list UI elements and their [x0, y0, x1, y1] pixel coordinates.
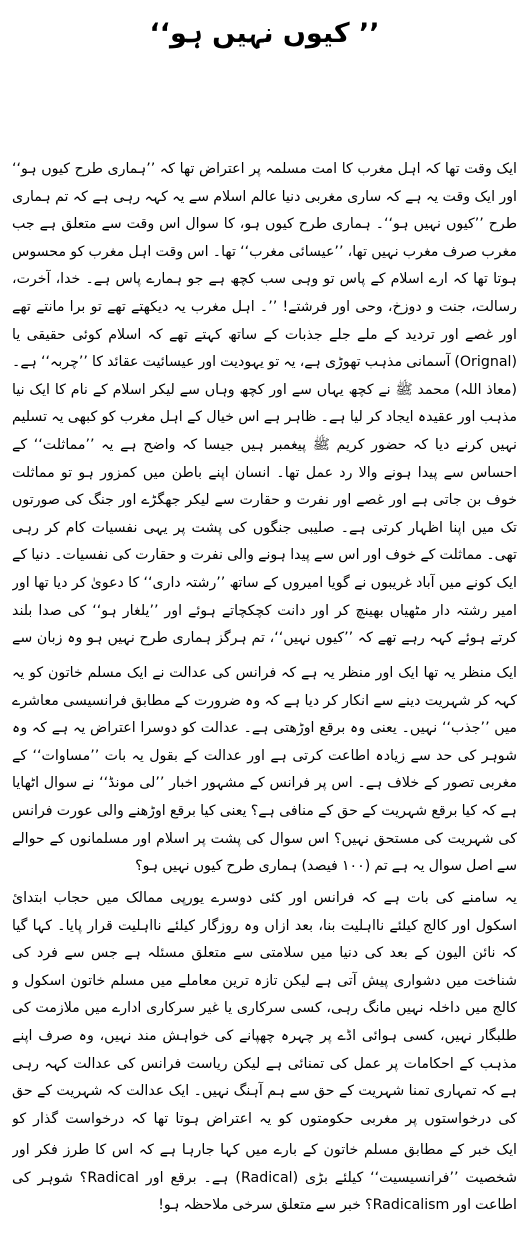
article-body: [12, 156, 517, 1245]
article-paragraph: ایک خبر کے مطابق مسلم خاتون کے بارے میں کہا جارہا ہے کہ اس کا طرز فکر اور شخصیت ’’فرانسیسیت‘‘ کیلئے بڑی (Radical) ہے۔ برقع اور Radical؟ شوہر کی اطاعت اور Radicalism؟ خبر سے متعلق سرخی ملاحظہ ہو!: [12, 1142, 517, 1214]
article-paragraph: ایک وقت تھا کہ اہل مغرب کا امت مسلمہ پر اعتراض تھا کہ ’’ہماری طرح کیوں ہو‘‘ اور ایک وقت یہ ہے کہ ساری مغربی دنیا عالم اسلام سے یہ کہہ رہی ہے کہ تم ہماری طرح ’’کیوں نہیں ہو‘‘۔ ہماری طرح کیوں ہو، کا سوال اس وقت سے متعلق ہے جب مغرب صرف مغرب نہیں تھا، ’’عیسائی مغرب‘‘ تھا۔ اس وقت اہل مغرب کو محسوس ہوتا تھا کہ ارے اسلام کے پاس تو وہی سب کچھ ہے جو ہمارے پاس ہے۔ خدا، آخرت، رسالت، جنت و دوزخ، وحی اور فرشتے! ’’۔ اہل مغرب یہ دیکھتے تھے تو برا مانتے تھے اور غصے اور تردید کے ملے جلے جذبات کے ساتھ کہتے تھے کہ اسلام کوئی حقیقی یا (Orignal) آسمانی مذہب تھوڑی ہے، یہ تو یہودیت اور عیسائیت عقائد کا ’’چربہ‘‘ ہے۔ (معاذ اللہ) محمد ﷺ نے کچھ یہاں سے اور کچھ وہاں سے لیکر اسلام کے نام کا ایک نیا مذہب اور عقیدہ ایجاد کر لیا ہے۔ ظاہر ہے اس خیال کے اہل مغرب کو کبھی یہ تسلیم نہیں کرنے دیا کہ حضور کریم ﷺ پیغمبر ہیں جیسا کہ واضح ہے یہ ’’مماثلت‘‘ کے احساس سے پیدا ہونے والا رد عمل تھا۔ انسان اپنے باطن میں کمزور ہو تو مماثلت خوف بن جاتی ہے اور غصے اور نفرت و حقارت سے لیکر جھگڑے اور جنگ کی صورتوں تک میں اپنا اظہار کرتی ہے۔ صلیبی جنگوں کی پشت پر یہی نفسیات کام کر رہی تھی۔ مماثلت کے خوف اور اس سے پیدا ہونے والی نفرت و حقارت کی نفسیات۔ دنیا کے ایک کونے میں آباد غریبوں نے گویا امیروں کے ساتھ ’’رشتہ داری‘‘ کا دعویٰ کر دیا تھا اور امیر رشتہ دار مٹھیاں بھینچ کر اور دانت کچکچاتے ہوئے اور ’’یلغار ہو‘‘ کی صدا بلند کرتے ہوئے کہہ رہے تھے کہ ’’کیوں نہیں‘‘، تم ہرگز ہماری طرح نہیں ہو وہ زبان سے: [12, 161, 517, 647]
article-paragraph: ایک منظر یہ تھا ایک اور منظر یہ ہے کہ فرانس کی عدالت نے ایک مسلم خاتون کو یہ کہہ کر شہریت دینے سے انکار کر دیا ہے کہ وہ ضرورت کے مطابق فرانسیسی معاشرے میں ’’جذب‘‘ نہیں۔ یعنی وہ برقع اوڑھتی ہے۔ عدالت کو دوسرا اعتراض یہ ہے کہ وہ شوہر کی حد سے زیادہ اطاعت کرتی ہے اور عدالت کے بقول یہ بات ’’مساوات‘‘ کے مغربی تصور کے خلاف ہے۔ اس پر فرانس کے مشہور اخبار ’’لی مونڈ‘‘ نے سوال اٹھایا ہے کہ کیا برقع شہریت کے حق کے منافی ہے؟ یعنی کیا برقع اوڑھنے والی عورت فرانس کی شہریت کی مستحق نہیں؟ اس سوال کی پشت پر اسلام اور مسلمانوں کے حوالے سے اصل سوال یہ ہے تم (۱۰۰ فیصد) ہماری طرح کیوں نہیں ہو؟: [12, 665, 517, 875]
article-paragraph: یہ سامنے کی بات ہے کہ فرانس اور کئی دوسرے یورپی ممالک میں حجاب ابتدائ اسکول اور کالج کیلئے نااہلیت بنا، بعد ازاں وہ روزگار کیلئے نااہلیت قرار پایا۔ کہا گیا کہ نائن الیون کے بعد کی دنیا میں سلامتی سے متعلق مسئلہ ہے جس سے فرد کی شناخت میں دشواری پیش آتی ہے لیکن تازہ ترین معاملے میں مسلم خاتون اسکول و کالج میں داخلہ نہیں مانگ رہی، کسی سرکاری یا غیر سرکاری ادارے میں ملازمت کی طلبگار نہیں، کسی ہوائی اڈے پر چہرہ چھپانے کی خواہش مند نہیں، وہ صرف اپنے مذہب کے احکامات پر عمل کی تمنائی ہے لیکن ریاست فرانس کی عدالت کہہ رہی ہے کہ تمہاری تمنا شہریت کے حق سے ہم آہنگ نہیں۔ ایک عدالت کہ شہریت کے حق کی درخواستوں پر مغربی حکومتوں کو یہ اعتراض ہوتا تھا کہ درخواست گذار کو: [12, 890, 517, 1127]
article-title: ’’ کیوں نہیں ہو‘‘: [149, 18, 380, 49]
